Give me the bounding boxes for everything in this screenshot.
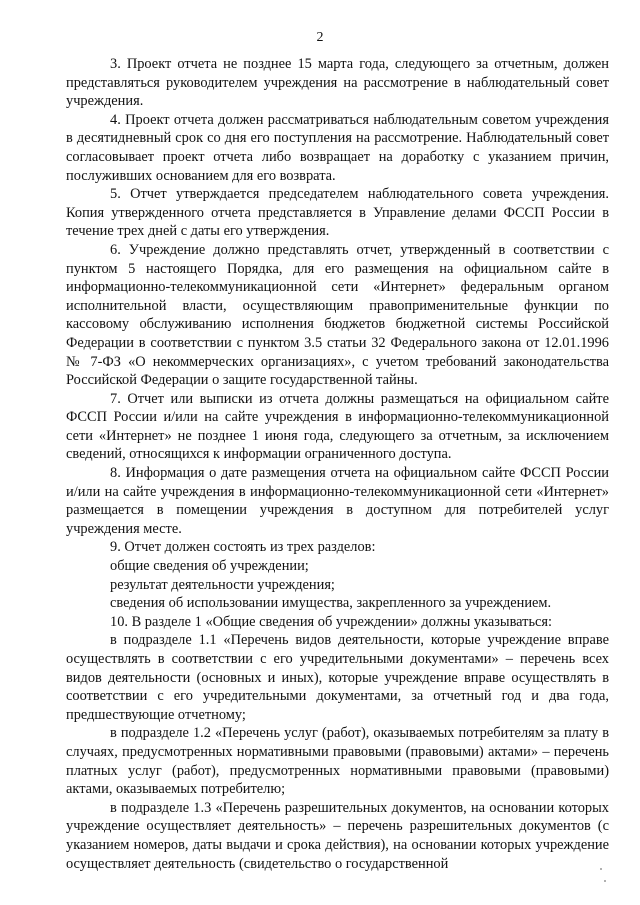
- scan-speck: [600, 868, 602, 870]
- paragraph-4: 4. Проект отчета должен рассматриваться наблюдательным советом учреждения в десятидневный срок со дня его поступления на рассмотрение. Наблюдательный совет согласовывает проект отчета либо возвращает на доработку с указанием причин, послуживших основанием для его возврата.: [66, 111, 609, 184]
- paragraph-9: 9. Отчет должен состоять из трех разделов:: [110, 539, 376, 556]
- list-item-property-use: сведения об использовании имущества, закрепленного за учреждением.: [110, 595, 552, 612]
- paragraph-7: 7. Отчет или выписки из отчета должны размещаться на официальном сайте ФССП России и/или на сайте учреждения в информационно-телекоммуникационной сети «Интернет» не позднее 1 июня года, следующего за отчетным, за исключением сведений, относящихся к информации ограниченного доступа.: [66, 390, 609, 463]
- paragraph-6: 6. Учреждение должно представлять отчет, утвержденный в соответствии с пунктом 5 настоящего Порядка, для его размещения на официальном сайте в информационно-телекоммуникационной сети «Интернет» федеральным органом исполнительной власти, осуществляющим правоприменительные функции по кассовому обслуживанию исполнения бюджетов бюджетной системы Российской Федерации в соответствии с пунктом 3.5 статьи 32 Федерального закона от 12.01.1996 № 7-ФЗ «О некоммерческих организациях», с учетом требований законодательства Российской Федерации о защите государственной тайны.: [66, 241, 609, 389]
- subsection-1-1: в подразделе 1.1 «Перечень видов деятельности, которые учреждение вправе осуществлять в соответствии с его учредительными документами» – перечень всех видов деятельности (основных и иных), которые учреждение вправе осуществлять в соответствии с его учредительными документами, за отчетный год и два года, предшествующие отчетному;: [66, 632, 609, 723]
- document-body: [66, 55, 609, 873]
- scan-speck: [604, 880, 606, 882]
- paragraph-10: 10. В разделе 1 «Общие сведения об учреждении» должны указываться:: [110, 613, 553, 630]
- paragraph-8: 8. Информация о дате размещения отчета на официальном сайте ФССП России и/или на сайте учреждения в информационно-телекоммуникационной сети «Интернет» размещается в помещении учреждения в доступном для потребителей услуг учреждения месте.: [66, 465, 609, 537]
- list-item-results: результат деятельности учреждения;: [110, 576, 335, 593]
- paragraph-5: 5. Отчет утверждается председателем наблюдательного совета учреждения. Копия утвержденного отчета представляется в Управление делами ФССП России в течение трех дней с даты его утверждения.: [66, 186, 609, 240]
- subsection-1-2: в подразделе 1.2 «Перечень услуг (работ), оказываемых потребителям за плату в случаях, предусмотренных нормативными правовыми (правовыми) актами» – перечень платных услуг (работ), предусмотренных нормативными правовыми (правовыми) актами, оказываемых потребителю;: [66, 725, 609, 798]
- subsection-1-3: в подразделе 1.3 «Перечень разрешительных документов, на основании которых учреждение осуществляет деятельность» – перечень разрешительных документов (с указанием номеров, даты выдачи и срока действия), на основании которых учреждение осуществляет деятельность (свидетельство о государственной: [66, 799, 609, 872]
- paragraph-3: 3. Проект отчета не позднее 15 марта года, следующего за отчетным, должен представляться руководителем учреждения на рассмотрение в наблюдательный совет учреждения.: [66, 56, 609, 110]
- page-number: 2: [316, 30, 324, 45]
- list-item-general-info: общие сведения об учреждении;: [110, 558, 309, 575]
